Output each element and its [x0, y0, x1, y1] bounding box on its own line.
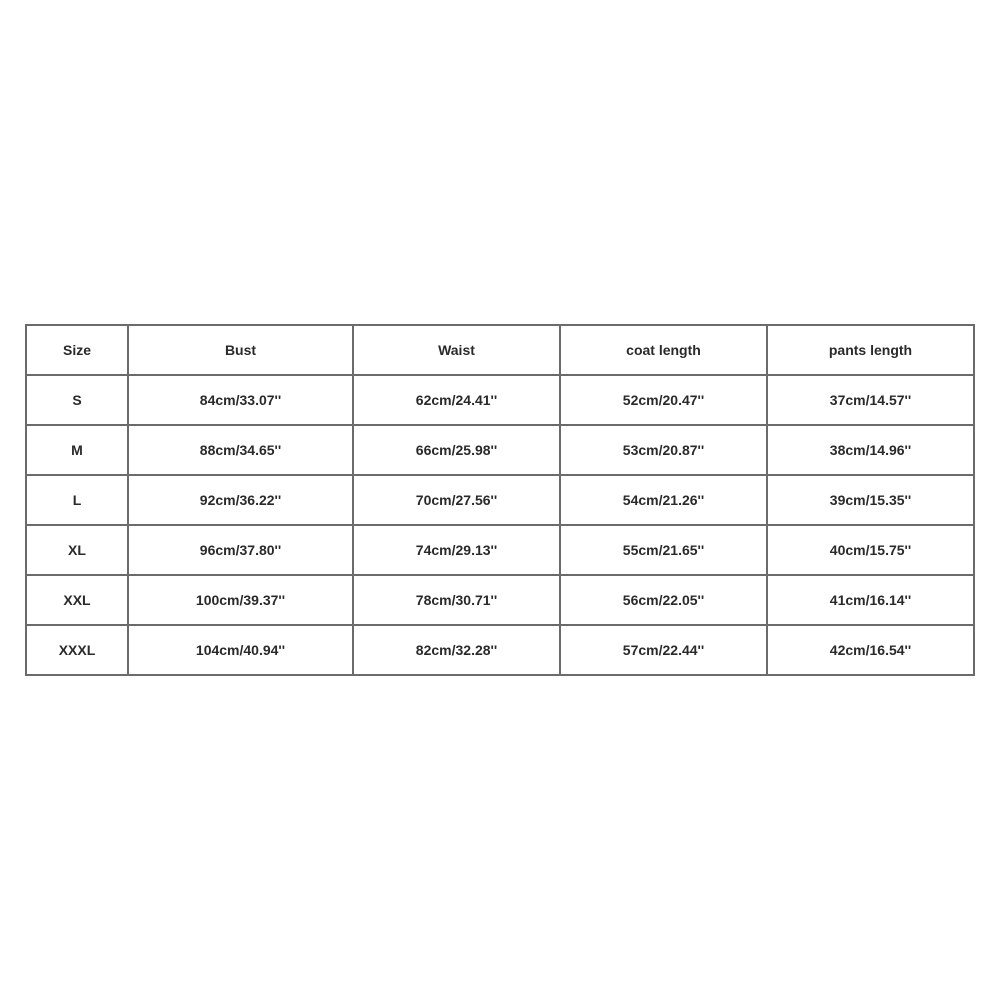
cell-size: XL	[26, 525, 128, 575]
table-row	[26, 575, 974, 625]
cell-pants-length: 42cm/16.54''	[767, 625, 974, 675]
table-row	[26, 425, 974, 475]
cell-size: M	[26, 425, 128, 475]
size-chart-table	[25, 324, 975, 676]
cell-size: XXXL	[26, 625, 128, 675]
table-header-row	[26, 325, 974, 375]
cell-pants-length: 39cm/15.35''	[767, 475, 974, 525]
cell-waist: 82cm/32.28''	[353, 625, 560, 675]
table-row	[26, 525, 974, 575]
table-row	[26, 375, 974, 425]
cell-coat-length: 53cm/20.87''	[560, 425, 767, 475]
cell-pants-length: 37cm/14.57''	[767, 375, 974, 425]
cell-bust: 96cm/37.80''	[128, 525, 353, 575]
cell-pants-length: 40cm/15.75''	[767, 525, 974, 575]
header-coat-length: coat length	[560, 325, 767, 375]
cell-pants-length: 38cm/14.96''	[767, 425, 974, 475]
cell-bust: 92cm/36.22''	[128, 475, 353, 525]
table-row	[26, 625, 974, 675]
header-bust: Bust	[128, 325, 353, 375]
cell-bust: 84cm/33.07''	[128, 375, 353, 425]
header-size: Size	[26, 325, 128, 375]
cell-pants-length: 41cm/16.14''	[767, 575, 974, 625]
cell-size: XXL	[26, 575, 128, 625]
cell-coat-length: 56cm/22.05''	[560, 575, 767, 625]
header-waist: Waist	[353, 325, 560, 375]
cell-size: L	[26, 475, 128, 525]
cell-coat-length: 54cm/21.26''	[560, 475, 767, 525]
cell-coat-length: 55cm/21.65''	[560, 525, 767, 575]
cell-waist: 74cm/29.13''	[353, 525, 560, 575]
cell-size: S	[26, 375, 128, 425]
cell-coat-length: 52cm/20.47''	[560, 375, 767, 425]
cell-waist: 78cm/30.71''	[353, 575, 560, 625]
cell-waist: 66cm/25.98''	[353, 425, 560, 475]
cell-waist: 70cm/27.56''	[353, 475, 560, 525]
cell-bust: 100cm/39.37''	[128, 575, 353, 625]
cell-bust: 88cm/34.65''	[128, 425, 353, 475]
table-row	[26, 475, 974, 525]
cell-bust: 104cm/40.94''	[128, 625, 353, 675]
cell-waist: 62cm/24.41''	[353, 375, 560, 425]
cell-coat-length: 57cm/22.44''	[560, 625, 767, 675]
header-pants-length: pants length	[767, 325, 974, 375]
